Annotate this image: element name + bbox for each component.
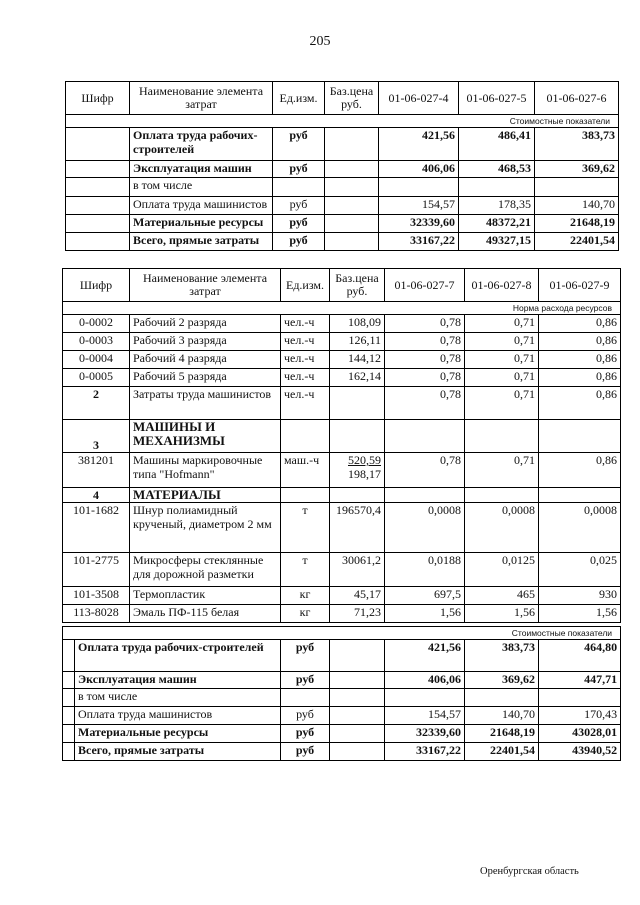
row-unit: руб	[281, 672, 330, 689]
section-title: МАШИНЫ И МЕХАНИЗМЫ	[130, 420, 281, 453]
row-unit: руб	[273, 197, 325, 215]
row-value: 0,71	[465, 387, 539, 420]
header-cell: 01-06-027-8	[465, 269, 539, 302]
header-cell: Наименование элемента затрат	[130, 269, 281, 302]
row-value: 369,62	[465, 672, 539, 689]
row-value: 154,57	[385, 707, 465, 725]
row-value: 0,71	[465, 351, 539, 369]
row-value: 0,0125	[465, 553, 539, 587]
row-name: Машины маркировочные типа "Hofmann"	[130, 453, 281, 488]
row-code: 0-0004	[63, 351, 130, 369]
table-row	[63, 605, 621, 623]
row-unit: руб	[273, 215, 325, 233]
row-value: 0,86	[539, 315, 621, 333]
row-name: Термопластик	[130, 587, 281, 605]
section-code: 3	[63, 420, 130, 453]
row-unit: чел.-ч	[281, 387, 330, 420]
row-name: Материальные ресурсы	[130, 215, 273, 233]
row-name: Всего, прямые затраты	[75, 743, 281, 761]
row-code: 113-8028	[63, 605, 130, 623]
table-row	[66, 178, 619, 197]
row-unit: чел.-ч	[281, 315, 330, 333]
row-value: 0,86	[539, 453, 621, 488]
row-value: 697,5	[385, 587, 465, 605]
table-row	[63, 587, 621, 605]
table-row	[63, 743, 621, 761]
row-unit: руб	[273, 128, 325, 161]
row-value: 421,56	[379, 128, 459, 161]
row-price: 144,12	[330, 351, 385, 369]
row-code: 381201	[63, 453, 130, 488]
row-value: 465	[465, 587, 539, 605]
row-unit: т	[281, 503, 330, 553]
table-row	[63, 689, 621, 707]
row-value: 0,71	[465, 333, 539, 351]
row-value: 0,71	[465, 453, 539, 488]
row-value: 154,57	[379, 197, 459, 215]
table-row	[63, 369, 621, 387]
table-row	[63, 387, 621, 420]
row-value: 0,0188	[385, 553, 465, 587]
table-row	[63, 503, 621, 553]
table-row	[63, 351, 621, 369]
row-code: 101-1682	[63, 503, 130, 553]
header-cell: 01-06-027-9	[539, 269, 621, 302]
row-value: 1,56	[539, 605, 621, 623]
row-value: 406,06	[385, 672, 465, 689]
row-code: 101-2775	[63, 553, 130, 587]
row-unit: чел.-ч	[281, 351, 330, 369]
row-value: 0,86	[539, 333, 621, 351]
row-value: 0,86	[539, 351, 621, 369]
row-code: 2	[63, 387, 130, 420]
row-value: 468,53	[459, 161, 535, 178]
row-value: 0,86	[539, 387, 621, 420]
row-name: в том числе	[75, 689, 281, 707]
row-name: Микросферы стеклянные для дорожной разметки	[130, 553, 281, 587]
row-value: 383,73	[465, 640, 539, 672]
row-value: 1,56	[465, 605, 539, 623]
row-price: 71,23	[330, 605, 385, 623]
row-price-secondary: 198,17	[348, 467, 381, 481]
section-title: МАТЕРИАЛЫ	[130, 488, 281, 503]
row-value: 383,73	[535, 128, 619, 161]
row-unit: руб	[281, 725, 330, 743]
row-value: 0,0008	[539, 503, 621, 553]
row-value: 930	[539, 587, 621, 605]
row-value: 0,86	[539, 369, 621, 387]
subheader-label: Стоимостные показатели	[63, 627, 621, 640]
row-value: 406,06	[379, 161, 459, 178]
row-value: 1,56	[385, 605, 465, 623]
table-row	[66, 215, 619, 233]
cost-table-1	[65, 81, 619, 251]
table-row	[63, 640, 621, 672]
row-value: 33167,22	[385, 743, 465, 761]
row-code: 0-0003	[63, 333, 130, 351]
row-value: 49327,15	[459, 233, 535, 251]
row-price: 162,14	[330, 369, 385, 387]
table-row	[63, 707, 621, 725]
table-row	[63, 553, 621, 587]
row-unit: руб	[273, 233, 325, 251]
row-name: Эксплуатация машин	[75, 672, 281, 689]
row-value: 0,78	[385, 351, 465, 369]
table-row	[66, 128, 619, 161]
table-row	[66, 197, 619, 215]
row-name: Рабочий 4 разряда	[130, 351, 281, 369]
header-cell: Шифр	[63, 269, 130, 302]
subheader-row	[66, 115, 619, 128]
row-price: 30061,2	[330, 553, 385, 587]
row-value: 43028,01	[539, 725, 621, 743]
row-name: Шнур полиамидный крученый, диаметром 2 мм	[130, 503, 281, 553]
header-cell: 01-06-027-4	[379, 82, 459, 115]
subheader-label: Стоимостные показатели	[66, 115, 619, 128]
table-row	[63, 672, 621, 689]
row-code: 101-3508	[63, 587, 130, 605]
row-value: 464,80	[539, 640, 621, 672]
row-value: 140,70	[535, 197, 619, 215]
subheader-row	[63, 302, 621, 315]
row-value: 447,71	[539, 672, 621, 689]
row-name: Оплата труда машинистов	[130, 197, 273, 215]
row-name: Рабочий 3 разряда	[130, 333, 281, 351]
row-value: 170,43	[539, 707, 621, 725]
cost-table-2	[62, 268, 621, 623]
row-name: Оплата труда рабочих-строителей	[75, 640, 281, 672]
subheader-row	[63, 627, 621, 640]
row-value: 421,56	[385, 640, 465, 672]
row-price: 45,17	[330, 587, 385, 605]
row-value: 22401,54	[465, 743, 539, 761]
row-code: 0-0005	[63, 369, 130, 387]
row-name: Эмаль ПФ-115 белая	[130, 605, 281, 623]
row-name: Оплата труда рабочих-строителей	[130, 128, 273, 161]
row-unit: руб	[281, 743, 330, 761]
row-name: Рабочий 2 разряда	[130, 315, 281, 333]
header-cell: 01-06-027-5	[459, 82, 535, 115]
section-code: 4	[63, 488, 130, 503]
row-unit: кг	[281, 587, 330, 605]
row-value: 21648,19	[465, 725, 539, 743]
row-value: 22401,54	[535, 233, 619, 251]
row-value: 0,0008	[465, 503, 539, 553]
row-name: Оплата труда машинистов	[75, 707, 281, 725]
row-price: 520,59	[348, 453, 381, 467]
row-value: 178,35	[459, 197, 535, 215]
row-price: 126,11	[330, 333, 385, 351]
row-value: 33167,22	[379, 233, 459, 251]
row-value: 0,0008	[385, 503, 465, 553]
row-value: 0,78	[385, 315, 465, 333]
row-unit: кг	[281, 605, 330, 623]
row-value: 21648,19	[535, 215, 619, 233]
table-row	[63, 333, 621, 351]
row-name: Материальные ресурсы	[75, 725, 281, 743]
table-header-row	[66, 82, 619, 115]
row-unit: руб	[273, 161, 325, 178]
row-value: 32339,60	[385, 725, 465, 743]
header-cell: Шифр	[66, 82, 130, 115]
page-number: 205	[309, 34, 331, 49]
footer-region-label: Оренбургская область	[480, 866, 579, 877]
row-name: в том числе	[130, 178, 273, 197]
row-price: 196570,4	[330, 503, 385, 553]
table-row	[63, 725, 621, 743]
row-name: Эксплуатация машин	[130, 161, 273, 178]
header-cell: Баз.цена руб.	[325, 82, 379, 115]
row-unit: чел.-ч	[281, 333, 330, 351]
header-cell: 01-06-027-7	[385, 269, 465, 302]
row-value: 0,78	[385, 333, 465, 351]
header-cell: Ед.изм.	[281, 269, 330, 302]
row-name: Всего, прямые затраты	[130, 233, 273, 251]
row-name: Рабочий 5 разряда	[130, 369, 281, 387]
row-name: Затраты труда машинистов	[130, 387, 281, 420]
row-value: 0,78	[385, 387, 465, 420]
table-row	[66, 233, 619, 251]
row-value: 0,78	[385, 369, 465, 387]
table-row	[66, 161, 619, 178]
row-code: 0-0002	[63, 315, 130, 333]
row-unit: руб	[281, 707, 330, 725]
table-header-row	[63, 269, 621, 302]
row-value: 369,62	[535, 161, 619, 178]
row-value: 486,41	[459, 128, 535, 161]
header-cell: Наименование элемента затрат	[130, 82, 273, 115]
row-value: 0,71	[465, 315, 539, 333]
row-value: 43940,52	[539, 743, 621, 761]
table-row	[63, 453, 621, 488]
row-value: 0,78	[385, 453, 465, 488]
section-row	[63, 488, 621, 503]
row-unit: руб	[281, 640, 330, 672]
row-value: 0,71	[465, 369, 539, 387]
row-value: 32339,60	[379, 215, 459, 233]
table-row	[63, 315, 621, 333]
row-value: 140,70	[465, 707, 539, 725]
header-cell: 01-06-027-6	[535, 82, 619, 115]
row-unit: маш.-ч	[281, 453, 330, 488]
section-row	[63, 420, 621, 453]
row-unit: т	[281, 553, 330, 587]
subheader-label: Норма расхода ресурсов	[63, 302, 621, 315]
row-value: 48372,21	[459, 215, 535, 233]
row-value: 0,025	[539, 553, 621, 587]
row-unit: чел.-ч	[281, 369, 330, 387]
header-cell: Баз.цена руб.	[330, 269, 385, 302]
header-cell: Ед.изм.	[273, 82, 325, 115]
row-price: 108,09	[330, 315, 385, 333]
cost-table-3	[62, 626, 621, 761]
